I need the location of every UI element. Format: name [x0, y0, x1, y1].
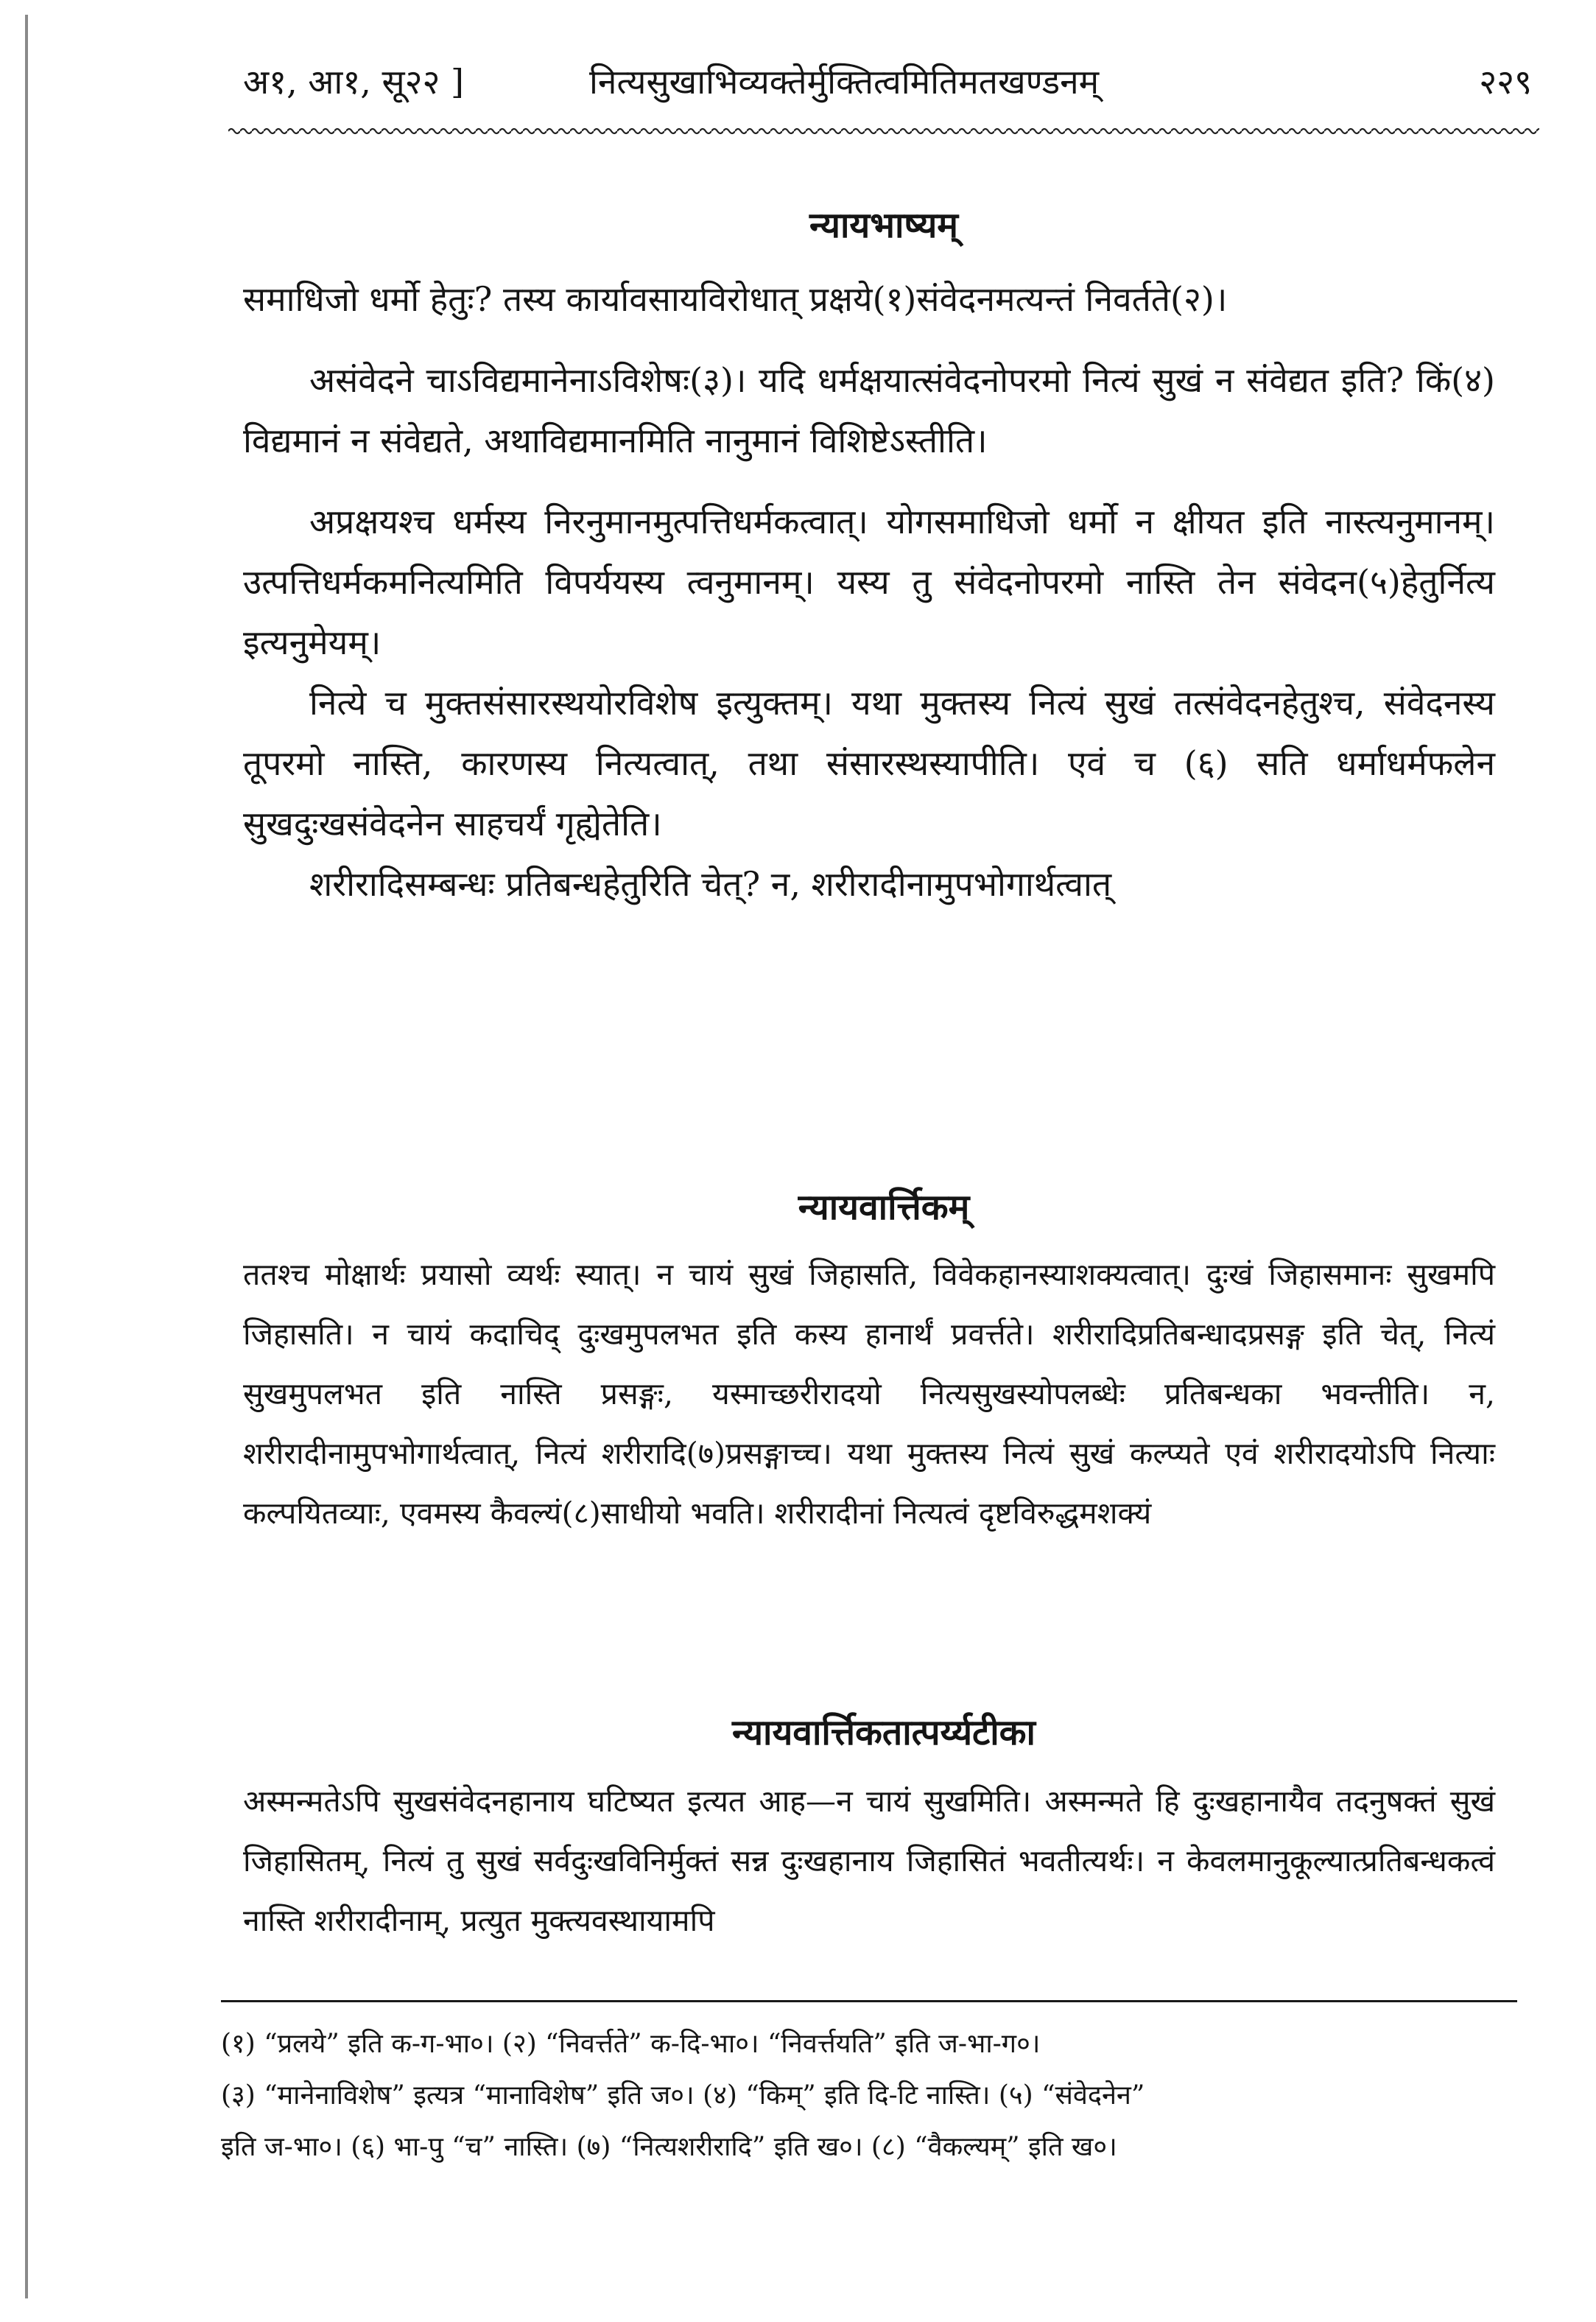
vartika-heading: न्यायवार्त्तिकम्: [798, 1187, 970, 1228]
bhashya-paragraph-3: अप्रक्षयश्च धर्मस्य निरनुमानमुत्पत्तिधर्मकत्वात्। योगसमाधिजो धर्मो न क्षीयत इति नास्त्यनुमानम्। उत्पत्तिधर्मकमनित्यमिति विपर्ययस्य त्वनुमानम्। यस्य तु संवेदनोपरमो नास्ति तेन संवेदन(५)हेतुर्नित्य इत्यनुमेयम्।: [243, 502, 1495, 662]
bhashya-paragraph-1: समाधिजो धर्मो हेतुः? तस्य कार्यावसायविरोधात् प्रक्षये(१)संवेदनमत्यन्तं निवर्तते(२)।: [243, 279, 1228, 319]
bhashya-section: [243, 269, 1495, 914]
tika-heading: न्यायवार्त्तिकतात्पर्य्यटीका: [732, 1712, 1036, 1753]
bhashya-paragraph-2: असंवेदने चाऽविद्यमानेनाऽविशेषः(३)। यदि धर्मक्षयात्संवेदनोपरमो नित्यं सुखं न संवेद्यत इति? किं(४) विद्यमानं न संवेद्यते, अथाविद्यमानमिति नानुमानं विशिष्टेऽस्तीति।: [243, 360, 1495, 460]
footnotes: [221, 2018, 1517, 2173]
page-number: २२९: [1479, 62, 1532, 102]
left-margin-line: [25, 15, 28, 2298]
header-wavy-rule: [228, 124, 1539, 138]
footnote-line-3: इति ज-भा०। (६) भा-पु “च” नास्ति। (७) “नित्यशरीरादि” इति ख०। (८) “वैकल्यम्” इति ख०।: [221, 2132, 1117, 2162]
vartika-section: [243, 1245, 1495, 1543]
tika-text: अस्मन्मतेऽपि सुखसंवेदनहानाय घटिष्यत इत्यत आह—न चायं सुखमिति। अस्मन्मते हि दुःखहानायैव तदनुषक्तं सुखं जिहासितम्, नित्यं तु सुखं सर्वदुःखविनिर्मुक्तं सन्न दुःखहानाय जिहासितं भवतीत्यर्थः। न केवलमानुकूल्यात्प्रतिबन्धकत्वं नास्ति शरीरादीनाम्, प्रत्युत मुक्त्यवस्थायामपि: [243, 1783, 1495, 1938]
bhashya-paragraph-5: शरीरादिसम्बन्धः प्रतिबन्धहेतुरिति चेत्? न, शरीरादीनामुपभोगार्थत्वात्: [309, 864, 1112, 904]
tika-section: [243, 1772, 1495, 1951]
header-reference: अ१, आ१, सू२२ ]: [243, 62, 464, 102]
bhashya-heading: न्यायभाष्यम्: [809, 205, 959, 246]
vartika-text: ततश्च मोक्षार्थः प्रयासो व्यर्थः स्यात्। न चायं सुखं जिहासति, विवेकहानस्याशक्यत्वात्। दुःखं जिहासमानः सुखमपि जिहासति। न चायं कदाचिद् दुःखमुपलभत इति कस्य हानार्थं प्रवर्त्तते। शरीरादिप्रतिबन्धादप्रसङ्ग इति चेत्, नित्यं सुखमुपलभत इति नास्ति प्रसङ्गः, यस्माच्छरीरादयो नित्यसुखस्योपलब्धेः प्रतिबन्धका भवन्तीति। न, शरीरादीनामुपभोगार्थत्वात्, नित्यं शरीरादि(७)प्रसङ्गाच्च। यथा मुक्तस्य नित्यं सुखं कल्प्यते एवं शरीरादयोऽपि नित्याः कल्पयितव्याः, एवमस्य कैवल्यं(८)साधीयो भवति। शरीरादीनां नित्यत्वं दृष्टविरुद्धमशक्यं: [243, 1257, 1495, 1531]
bhashya-paragraph-4: नित्ये च मुक्तसंसारस्थयोरविशेष इत्युक्तम्। यथा मुक्तस्य नित्यं सुखं तत्संवेदनहेतुश्च, संवेदनस्य तूपरमो नास्ति, कारणस्य नित्यत्वात्, तथा संसारस्थस्यापीति। एवं च (६) सति धर्माधर्मफलेन सुखदुःखसंवेदनेन साहचर्यं गृह्येतेति।: [243, 683, 1495, 843]
running-header: [243, 52, 1532, 111]
footnote-line-1: (१) “प्रलये” इति क-ग-भा०। (२) “निवर्त्तते” क-दि-भा०। “निवर्त्तयति” इति ज-भा-ग०।: [221, 2029, 1041, 2059]
footnote-divider: [221, 2000, 1517, 2002]
header-title: नित्यसुखाभिव्यक्तेर्मुक्तित्वमितिमतखण्डनम्: [589, 62, 1100, 102]
footnote-line-2: (३) “मानेनाविशेष” इत्यत्र “मानाविशेष” इति ज०। (४) “किम्” इति दि-टि नास्ति। (५) “संवेदनेन”: [221, 2080, 1145, 2111]
